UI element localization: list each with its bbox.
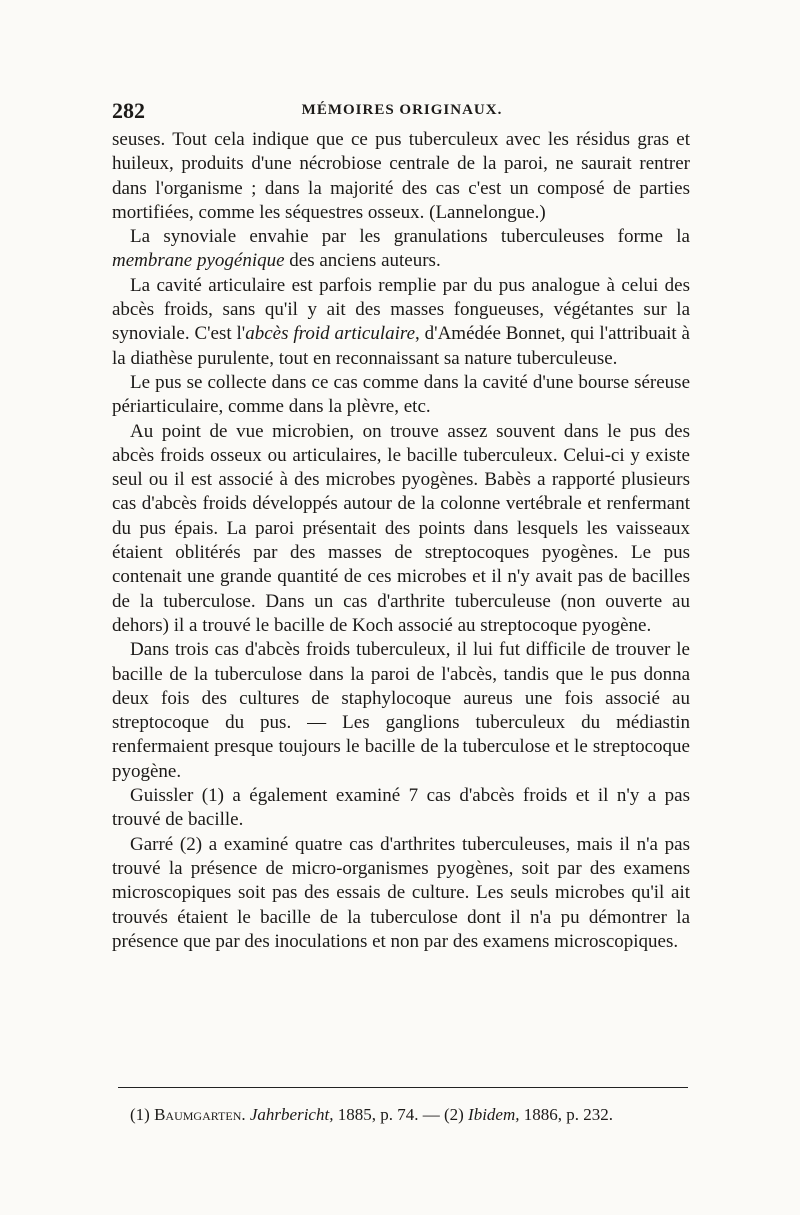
- text-run: , d'Amédée Bonnet, qui l'attribuait à la diathèse purulente, tout en reconnaissant sa nature tuberculeuse.: [112, 323, 690, 369]
- footnote: [130, 1104, 690, 1126]
- footnote-work: Jahrbericht,: [249, 1105, 334, 1124]
- italic-term: membrane pyogénique: [112, 250, 285, 272]
- page-number: 282: [112, 98, 145, 123]
- footnote-rule: [118, 1087, 688, 1088]
- page-header: [112, 98, 692, 128]
- paragraph: [112, 274, 690, 371]
- paragraph: Guissler (1) a également examiné 7 cas d'abcès froids et il n'y a pas trouvé de bacille.: [112, 785, 690, 831]
- paragraph: Dans trois cas d'abcès froids tuberculeux, il lui fut difficile de trouver le bacille de la tuberculose dans la paroi de l'abcès, tandis que le pus donna deux fois des cultures de staphylocoque aureus une fois associé au streptocoque du pus. — Les ganglions tuberculeux du médiastin renfermaient presque toujours le bacille de la tuberculose et le streptocoque pyogène.: [112, 639, 690, 782]
- text-run: des anciens auteurs.: [284, 250, 441, 272]
- paragraph: seuses. Tout cela indique que ce pus tuberculeux avec les résidus gras et huileux, produits d'une nécrobiose centrale de la paroi, ne saurait rentrer dans l'organisme ; dans la majorité des cas c'est un composé de parties mortifiées, comme les séquestres osseux. (Lannelongue.): [112, 129, 690, 223]
- footnote-detail: 1886, p. 232.: [519, 1105, 613, 1124]
- running-head: MÉMOIRES ORIGINAUX.: [301, 102, 503, 118]
- footnote-author: Baumgarten.: [154, 1105, 246, 1124]
- paragraph: Au point de vue microbien, on trouve assez souvent dans le pus des abcès froids osseux ou articulaires, le bacille tuberculeux. Celui-ci y existe seul ou il est associé à des microbes pyogènes. Babès a rapporté plusieurs cas d'abcès froids développés autour de la colonne vertébrale et renfermant du pus épais. La paroi présentait des points dans lesquels les vaisseaux étaient oblitérés par des masses de streptocoques pyogènes. Le pus contenait une grande quantité de ces microbes et il n'y avait pas de bacilles de la tuberculose. Dans un cas d'arthrite tuberculeuse (non ouverte au dehors) il a trouvé le bacille de Koch associé au streptocoque pyogène.: [112, 420, 690, 636]
- text-run: La cavité articulaire est parfois remplie par du pus analogue à celui des abcès froids, sans qu'il y ait des masses fongueuses, végétantes sur la synoviale. C'est l': [112, 274, 690, 345]
- text-run: La synoviale envahie par les granulations tuberculeuses forme la: [130, 226, 690, 248]
- footnote-work: Ibidem,: [468, 1105, 520, 1124]
- paragraph: [112, 225, 690, 274]
- paragraph: Garré (2) a examiné quatre cas d'arthrites tuberculeuses, mais il n'a pas trouvé la présence de micro-organismes pyogènes, soit par des examens microscopiques soit pas des essais de culture. Les seuls microbes qu'il ait trouvés étaient le bacille de la tuberculose dont il n'a pu démontrer la présence que par des inoculations et non par des examens microscopiques.: [112, 833, 690, 952]
- italic-term: abcès froid articulaire: [245, 323, 416, 345]
- paragraph: Le pus se collecte dans ce cas comme dans la cavité d'une bourse séreuse périarticulaire, comme dans la plèvre, etc.: [112, 371, 690, 418]
- footnote-ref: (1): [130, 1105, 150, 1124]
- body-text: [112, 128, 690, 954]
- footnote-detail: 1885, p. 74. — (2): [333, 1105, 469, 1124]
